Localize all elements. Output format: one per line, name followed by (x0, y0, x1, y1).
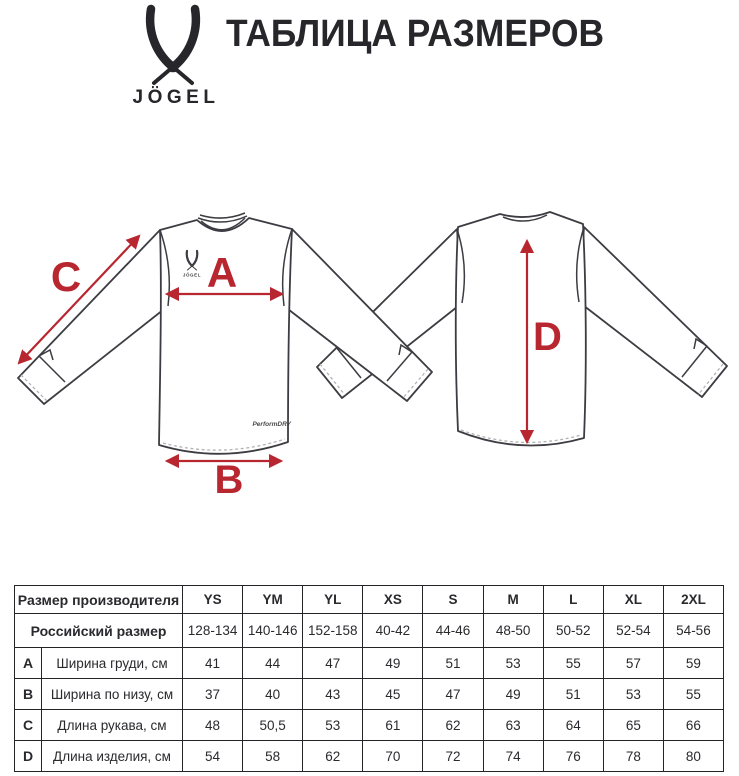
row-label: Российский размер (15, 614, 183, 648)
table-row (15, 614, 724, 648)
size-value-cell: 65 (603, 710, 663, 741)
row-letter: A (15, 648, 42, 679)
size-value-cell: 62 (423, 710, 483, 741)
size-value-cell: 152-158 (303, 614, 363, 648)
chest-logo-wordmark: JÖGEL (182, 272, 202, 278)
table-row (15, 586, 724, 614)
size-value-cell: 51 (543, 679, 603, 710)
size-value-cell: 52-54 (603, 614, 663, 648)
size-value-cell: 54 (183, 741, 243, 772)
size-table-body (15, 586, 724, 772)
size-value-cell: 59 (663, 648, 723, 679)
size-value-cell: 48 (183, 710, 243, 741)
size-value-cell: 50-52 (543, 614, 603, 648)
fabric-tag-label: PerformDRY (252, 421, 291, 428)
table-row (15, 679, 724, 710)
row-label: Длина рукава, см (42, 710, 183, 741)
row-label: Ширина по низу, см (42, 679, 183, 710)
size-column-header: YM (243, 586, 303, 614)
size-column-header: M (483, 586, 543, 614)
size-value-cell: 74 (483, 741, 543, 772)
back-right-sleeve (579, 227, 727, 397)
table-row (15, 741, 724, 772)
size-column-header: 2XL (663, 586, 723, 614)
size-value-cell: 64 (543, 710, 603, 741)
row-label: Длина изделия, см (42, 741, 183, 772)
jogel-brand-icon (150, 9, 196, 83)
page-title: ТАБЛИЦА РАЗМЕРОВ (226, 13, 605, 55)
size-value-cell: 53 (483, 648, 543, 679)
size-value-cell: 48-50 (483, 614, 543, 648)
size-column-header: XS (363, 586, 423, 614)
size-value-cell: 140-146 (243, 614, 303, 648)
size-value-cell: 55 (663, 679, 723, 710)
size-value-cell: 80 (663, 741, 723, 772)
size-value-cell: 53 (603, 679, 663, 710)
size-value-cell: 47 (423, 679, 483, 710)
brand-wordmark: JÖGEL (132, 87, 220, 108)
manufacturer-size-header: Размер производителя (15, 586, 183, 614)
label-d: D (533, 315, 562, 359)
size-value-cell: 44-46 (423, 614, 483, 648)
size-value-cell: 78 (603, 741, 663, 772)
back-body-outline (456, 212, 586, 446)
size-value-cell: 51 (423, 648, 483, 679)
size-value-cell: 45 (363, 679, 423, 710)
size-value-cell: 49 (363, 648, 423, 679)
size-value-cell: 54-56 (663, 614, 723, 648)
jogel-logo (113, 3, 233, 109)
size-value-cell: 44 (243, 648, 303, 679)
size-value-cell: 76 (543, 741, 603, 772)
size-value-cell: 128-134 (183, 614, 243, 648)
size-value-cell: 62 (303, 741, 363, 772)
size-value-cell: 50,5 (243, 710, 303, 741)
size-value-cell: 72 (423, 741, 483, 772)
size-column-header: S (423, 586, 483, 614)
shirt-measurement-diagram (0, 185, 739, 530)
size-value-cell: 41 (183, 648, 243, 679)
row-letter: C (15, 710, 42, 741)
size-value-cell: 37 (183, 679, 243, 710)
label-a: A (206, 249, 238, 296)
size-value-cell: 40 (243, 679, 303, 710)
size-value-cell: 40-42 (363, 614, 423, 648)
size-value-cell: 66 (663, 710, 723, 741)
table-row (15, 710, 724, 741)
size-value-cell: 57 (603, 648, 663, 679)
label-c: C (50, 253, 82, 300)
front-left-sleeve (18, 230, 168, 404)
size-column-header: YL (303, 586, 363, 614)
size-value-cell: 70 (363, 741, 423, 772)
size-value-cell: 49 (483, 679, 543, 710)
size-column-header: L (543, 586, 603, 614)
table-row (15, 648, 724, 679)
size-value-cell: 58 (243, 741, 303, 772)
row-label: Ширина груди, см (42, 648, 183, 679)
row-letter: B (15, 679, 42, 710)
label-b: B (214, 458, 244, 502)
size-column-header: YS (183, 586, 243, 614)
size-value-cell: 53 (303, 710, 363, 741)
size-value-cell: 61 (363, 710, 423, 741)
size-table (14, 585, 724, 772)
size-value-cell: 55 (543, 648, 603, 679)
size-value-cell: 47 (303, 648, 363, 679)
row-letter: D (15, 741, 42, 772)
size-value-cell: 63 (483, 710, 543, 741)
size-value-cell: 43 (303, 679, 363, 710)
size-column-header: XL (603, 586, 663, 614)
